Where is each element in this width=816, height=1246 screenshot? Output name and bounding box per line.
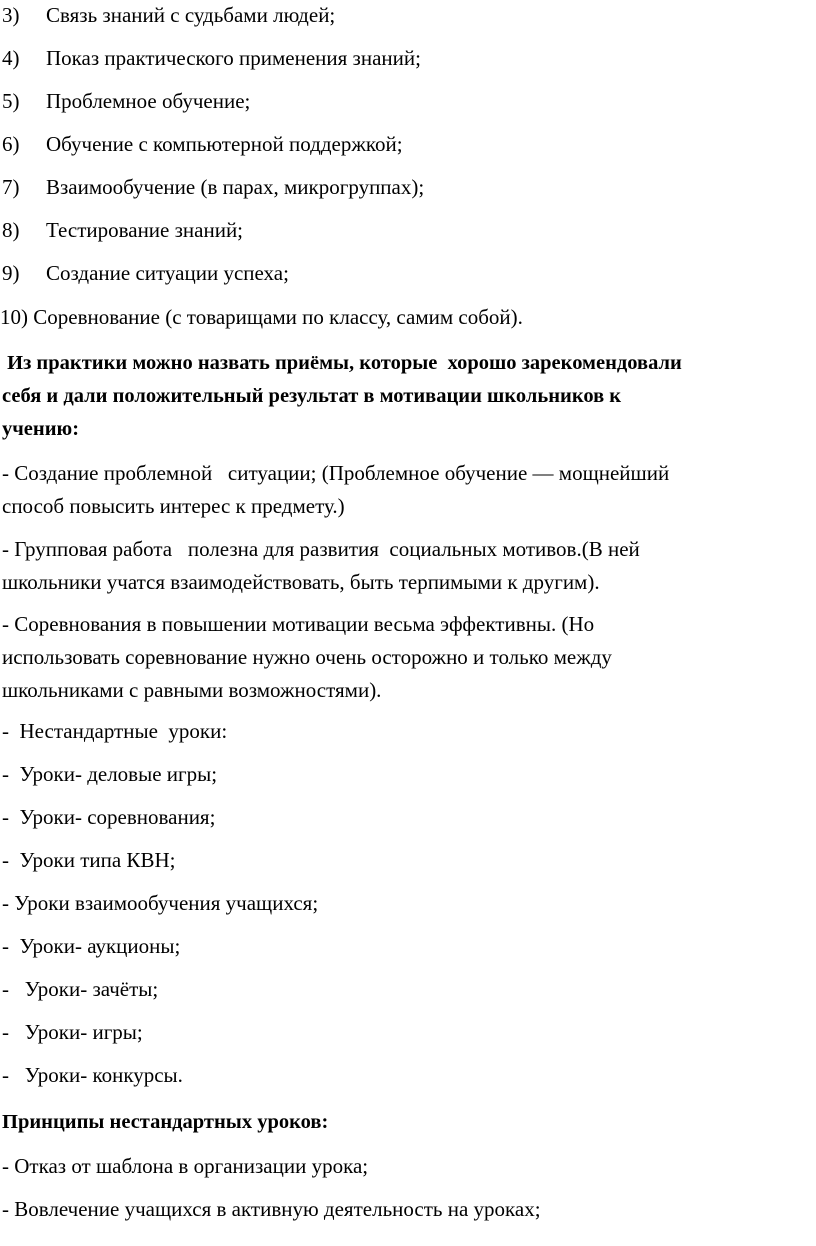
item-number: 7) <box>2 175 20 199</box>
item-number: 8) <box>2 218 20 242</box>
intro-line-2: себя и дали положительный результат в мотивации школьников к <box>2 385 622 407</box>
numbered-item <box>2 2 336 28</box>
lesson-list-item: - Уроки- деловые игры; <box>2 762 218 786</box>
lesson-list-item: - Уроки- игры; <box>2 1020 143 1044</box>
lesson-list-item: - Нестандартные уроки: <box>2 719 228 743</box>
item-text: Взаимообучение (в парах, микрогруппах); <box>46 175 425 199</box>
item-text: Проблемное обучение; <box>46 89 251 113</box>
item-number: 5) <box>2 89 20 113</box>
numbered-item <box>2 260 289 286</box>
item-number: 6) <box>2 132 20 156</box>
numbered-item <box>2 131 403 157</box>
item-number: 9) <box>2 261 20 285</box>
numbered-item <box>2 217 244 243</box>
numbered-item <box>2 45 421 71</box>
intro-line-3: учению: <box>2 418 80 440</box>
paragraph-line: способ повысить интерес к предмету.) <box>2 494 345 518</box>
paragraph-line: - Соревнования в повышении мотивации весьма эффективны. (Но <box>2 612 595 636</box>
paragraph-line: школьники учатся взаимодействовать, быть терпимыми к другим). <box>2 570 600 594</box>
paragraph-line: - Создание проблемной ситуации; (Проблемное обучение — мощнейший <box>2 461 670 485</box>
item-text: Связь знаний с судьбами людей; <box>46 3 336 27</box>
paragraph-line: - Групповая работа полезна для развития социальных мотивов.(В ней <box>2 537 640 561</box>
lesson-list-item: - Уроки- зачёты; <box>2 977 159 1001</box>
principles-heading: Принципы нестандартных уроков: <box>2 1111 329 1133</box>
item-number: 4) <box>2 46 20 70</box>
item-text: Создание ситуации успеха; <box>46 261 289 285</box>
lesson-list-item: - Уроки типа КВН; <box>2 848 176 872</box>
numbered-item <box>2 88 251 114</box>
lesson-list-item: - Уроки взаимообучения учащихся; <box>2 891 319 915</box>
item-number: 3) <box>2 3 20 27</box>
item-text: Тестирование знаний; <box>46 218 244 242</box>
numbered-item <box>2 174 425 200</box>
principle-item: - Вовлечение учащихся в активную деятельность на уроках; <box>2 1197 541 1221</box>
item-text: Показ практического применения знаний; <box>46 46 421 70</box>
numbered-item-10: 10) Соревнование (с товарищами по классу, самим собой). <box>0 305 523 329</box>
paragraph-line: использовать соревнование нужно очень осторожно и только между <box>2 645 612 669</box>
principle-item: - Отказ от шаблона в организации урока; <box>2 1154 369 1178</box>
intro-line-1: Из практики можно назвать приёмы, которые хорошо зарекомендовали <box>2 352 682 374</box>
paragraph-line: школьниками с равными возможностями). <box>2 678 382 702</box>
lesson-list-item: - Уроки- конкурсы. <box>2 1063 183 1087</box>
lesson-list-item: - Уроки- соревнования; <box>2 805 216 829</box>
item-text: Обучение с компьютерной поддержкой; <box>46 132 403 156</box>
lesson-list-item: - Уроки- аукционы; <box>2 934 181 958</box>
